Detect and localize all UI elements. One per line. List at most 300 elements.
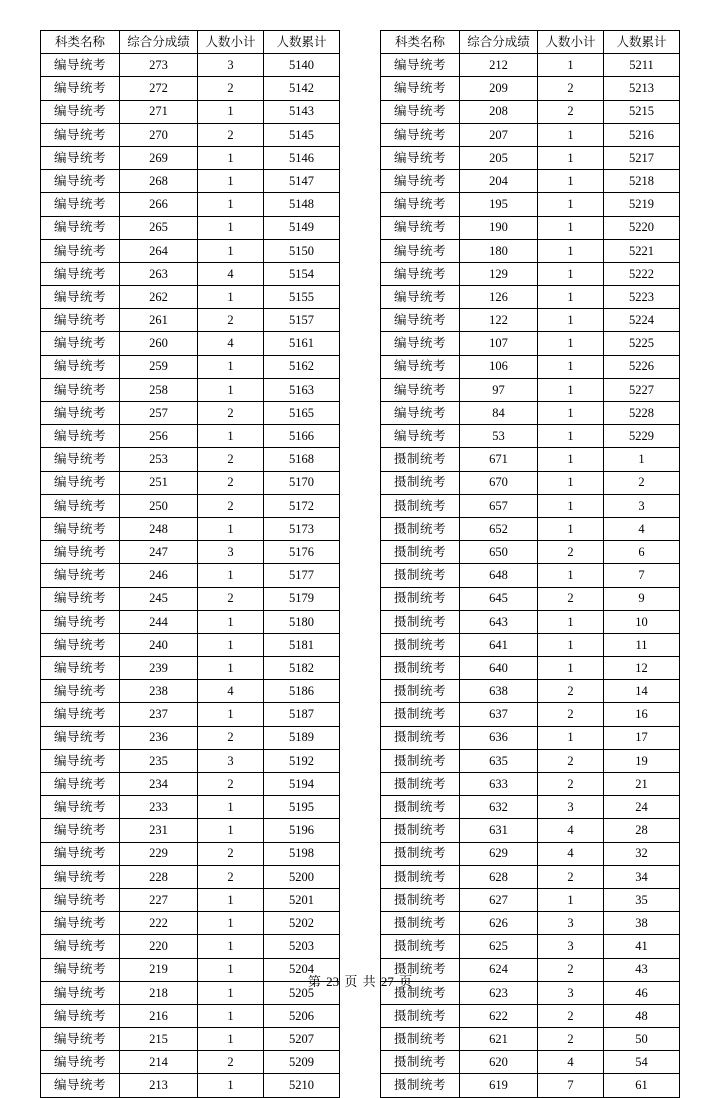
cell-count: 1 xyxy=(198,935,264,958)
cell-cumulative: 5222 xyxy=(604,262,680,285)
cell-count: 1 xyxy=(538,378,604,401)
table-row xyxy=(41,726,340,749)
cell-cumulative: 5166 xyxy=(264,425,340,448)
cell-score: 640 xyxy=(460,657,538,680)
cell-subject: 编导统考 xyxy=(381,123,460,146)
cell-count: 2 xyxy=(198,448,264,471)
table-row xyxy=(381,193,680,216)
table-row xyxy=(381,239,680,262)
cell-cumulative: 24 xyxy=(604,796,680,819)
cell-subject: 摄制统考 xyxy=(381,935,460,958)
cell-count: 2 xyxy=(198,309,264,332)
cell-count: 1 xyxy=(538,146,604,169)
column-header-score: 综合分成绩 xyxy=(120,31,198,54)
table-row xyxy=(41,842,340,865)
cell-score: 638 xyxy=(460,680,538,703)
cell-cumulative: 5226 xyxy=(604,355,680,378)
cell-cumulative: 5205 xyxy=(264,981,340,1004)
cell-subject: 摄制统考 xyxy=(381,471,460,494)
cell-score: 207 xyxy=(460,123,538,146)
cell-count: 1 xyxy=(198,610,264,633)
cell-cumulative: 3 xyxy=(604,494,680,517)
cell-score: 631 xyxy=(460,819,538,842)
cell-cumulative: 5157 xyxy=(264,309,340,332)
cell-cumulative: 5211 xyxy=(604,54,680,77)
cell-subject: 摄制统考 xyxy=(381,958,460,981)
cell-cumulative: 6 xyxy=(604,541,680,564)
table-row xyxy=(381,888,680,911)
cell-count: 1 xyxy=(538,262,604,285)
cell-subject: 编导统考 xyxy=(41,355,120,378)
cell-cumulative: 5187 xyxy=(264,703,340,726)
cell-cumulative: 5192 xyxy=(264,749,340,772)
cell-count: 2 xyxy=(198,842,264,865)
cell-subject: 摄制统考 xyxy=(381,773,460,796)
cell-score: 643 xyxy=(460,610,538,633)
cell-count: 3 xyxy=(198,541,264,564)
cell-cumulative: 5203 xyxy=(264,935,340,958)
cell-score: 215 xyxy=(120,1028,198,1051)
cell-count: 1 xyxy=(198,564,264,587)
table-header-row xyxy=(381,31,680,54)
cell-score: 219 xyxy=(120,958,198,981)
cell-score: 636 xyxy=(460,726,538,749)
cell-score: 220 xyxy=(120,935,198,958)
table-row xyxy=(381,773,680,796)
cell-count: 2 xyxy=(198,471,264,494)
table-row xyxy=(41,587,340,610)
column-header-score: 综合分成绩 xyxy=(460,31,538,54)
cell-subject: 摄制统考 xyxy=(381,587,460,610)
cell-score: 626 xyxy=(460,912,538,935)
cell-cumulative: 5186 xyxy=(264,680,340,703)
cell-score: 218 xyxy=(120,981,198,1004)
cell-cumulative: 7 xyxy=(604,564,680,587)
cell-cumulative: 5215 xyxy=(604,100,680,123)
cell-count: 2 xyxy=(198,773,264,796)
cell-score: 266 xyxy=(120,193,198,216)
cell-score: 625 xyxy=(460,935,538,958)
cell-count: 2 xyxy=(198,726,264,749)
cell-score: 272 xyxy=(120,77,198,100)
cell-subject: 编导统考 xyxy=(381,193,460,216)
column-header-subject: 科类名称 xyxy=(381,31,460,54)
table-row xyxy=(41,425,340,448)
footer-prefix: 第 xyxy=(307,974,321,989)
cell-subject: 编导统考 xyxy=(41,657,120,680)
cell-score: 240 xyxy=(120,633,198,656)
table-row xyxy=(41,123,340,146)
cell-count: 1 xyxy=(198,796,264,819)
table-row xyxy=(381,471,680,494)
cell-count: 1 xyxy=(538,170,604,193)
cell-cumulative: 5176 xyxy=(264,541,340,564)
cell-subject: 摄制统考 xyxy=(381,1004,460,1027)
cell-subject: 摄制统考 xyxy=(381,888,460,911)
table-row xyxy=(41,77,340,100)
cell-subject: 编导统考 xyxy=(381,262,460,285)
cell-score: 245 xyxy=(120,587,198,610)
cell-subject: 编导统考 xyxy=(41,610,120,633)
cell-count: 2 xyxy=(198,865,264,888)
cell-count: 3 xyxy=(198,749,264,772)
cell-score: 624 xyxy=(460,958,538,981)
footer-total-pages: 27 xyxy=(380,974,394,989)
cell-subject: 摄制统考 xyxy=(381,494,460,517)
table-row xyxy=(41,773,340,796)
cell-cumulative: 5150 xyxy=(264,239,340,262)
table-row xyxy=(41,517,340,540)
cell-score: 235 xyxy=(120,749,198,772)
cell-score: 222 xyxy=(120,912,198,935)
cell-subject: 摄制统考 xyxy=(381,1074,460,1097)
cell-cumulative: 5221 xyxy=(604,239,680,262)
cell-cumulative: 5189 xyxy=(264,726,340,749)
table-row xyxy=(41,912,340,935)
footer-page-number: 23 xyxy=(326,974,340,989)
cell-cumulative: 5168 xyxy=(264,448,340,471)
table-row xyxy=(41,819,340,842)
cell-subject: 编导统考 xyxy=(41,309,120,332)
cell-cumulative: 5195 xyxy=(264,796,340,819)
cell-count: 1 xyxy=(538,471,604,494)
table-row xyxy=(381,1028,680,1051)
table-row xyxy=(381,170,680,193)
cell-count: 1 xyxy=(198,703,264,726)
cell-subject: 摄制统考 xyxy=(381,912,460,935)
table-row xyxy=(41,494,340,517)
cell-count: 1 xyxy=(538,633,604,656)
cell-subject: 摄制统考 xyxy=(381,541,460,564)
cell-cumulative: 11 xyxy=(604,633,680,656)
cell-count: 1 xyxy=(538,564,604,587)
cell-subject: 编导统考 xyxy=(41,1004,120,1027)
cell-cumulative: 5143 xyxy=(264,100,340,123)
cell-score: 633 xyxy=(460,773,538,796)
cell-score: 258 xyxy=(120,378,198,401)
table-row xyxy=(41,471,340,494)
cell-cumulative: 5213 xyxy=(604,77,680,100)
cell-score: 239 xyxy=(120,657,198,680)
cell-score: 268 xyxy=(120,170,198,193)
cell-subject: 编导统考 xyxy=(41,77,120,100)
cell-cumulative: 1 xyxy=(604,448,680,471)
table-row xyxy=(381,703,680,726)
cell-score: 260 xyxy=(120,332,198,355)
cell-cumulative: 5147 xyxy=(264,170,340,193)
column-header-cumulative: 人数累计 xyxy=(604,31,680,54)
cell-count: 2 xyxy=(538,541,604,564)
cell-cumulative: 5155 xyxy=(264,286,340,309)
table-row xyxy=(381,309,680,332)
cell-cumulative: 5145 xyxy=(264,123,340,146)
cell-score: 205 xyxy=(460,146,538,169)
cell-score: 271 xyxy=(120,100,198,123)
cell-score: 233 xyxy=(120,796,198,819)
page-footer xyxy=(0,971,720,990)
cell-score: 650 xyxy=(460,541,538,564)
cell-subject: 编导统考 xyxy=(381,355,460,378)
table-row xyxy=(41,402,340,425)
cell-cumulative: 5206 xyxy=(264,1004,340,1027)
cell-score: 212 xyxy=(460,54,538,77)
cell-subject: 编导统考 xyxy=(41,494,120,517)
table-row xyxy=(41,286,340,309)
cell-count: 2 xyxy=(538,1028,604,1051)
table-row xyxy=(41,378,340,401)
cell-cumulative: 5165 xyxy=(264,402,340,425)
table-row xyxy=(381,332,680,355)
cell-cumulative: 5210 xyxy=(264,1074,340,1097)
cell-score: 627 xyxy=(460,888,538,911)
cell-count: 2 xyxy=(198,77,264,100)
cell-subject: 编导统考 xyxy=(41,239,120,262)
cell-cumulative: 5194 xyxy=(264,773,340,796)
footer-of: 共 xyxy=(362,974,376,989)
cell-score: 648 xyxy=(460,564,538,587)
table-row xyxy=(381,1004,680,1027)
table-row xyxy=(381,77,680,100)
table-row xyxy=(381,842,680,865)
cell-subject: 编导统考 xyxy=(381,402,460,425)
cell-count: 4 xyxy=(198,332,264,355)
table-row xyxy=(41,100,340,123)
table-row xyxy=(41,749,340,772)
cell-cumulative: 50 xyxy=(604,1028,680,1051)
cell-count: 1 xyxy=(198,888,264,911)
cell-cumulative: 21 xyxy=(604,773,680,796)
cell-score: 107 xyxy=(460,332,538,355)
footer-total-unit: 页 xyxy=(399,974,413,989)
cell-subject: 编导统考 xyxy=(41,749,120,772)
cell-score: 620 xyxy=(460,1051,538,1074)
cell-count: 1 xyxy=(538,216,604,239)
table-row xyxy=(381,517,680,540)
cell-count: 2 xyxy=(538,100,604,123)
cell-subject: 编导统考 xyxy=(41,541,120,564)
table-row xyxy=(41,657,340,680)
footer-page-unit: 页 xyxy=(344,974,358,989)
cell-subject: 编导统考 xyxy=(41,680,120,703)
cell-subject: 编导统考 xyxy=(41,865,120,888)
cell-subject: 编导统考 xyxy=(41,402,120,425)
cell-score: 251 xyxy=(120,471,198,494)
table-row xyxy=(41,888,340,911)
cell-score: 622 xyxy=(460,1004,538,1027)
cell-count: 3 xyxy=(538,981,604,1004)
table-row xyxy=(381,216,680,239)
cell-score: 231 xyxy=(120,819,198,842)
cell-subject: 编导统考 xyxy=(41,170,120,193)
table-row xyxy=(41,193,340,216)
table-row xyxy=(41,865,340,888)
cell-count: 2 xyxy=(538,680,604,703)
table-row xyxy=(381,726,680,749)
table-row xyxy=(381,262,680,285)
table-row xyxy=(381,912,680,935)
cell-cumulative: 4 xyxy=(604,517,680,540)
column-header-subject: 科类名称 xyxy=(41,31,120,54)
cell-count: 1 xyxy=(198,355,264,378)
cell-score: 97 xyxy=(460,378,538,401)
cell-count: 1 xyxy=(538,448,604,471)
cell-score: 237 xyxy=(120,703,198,726)
cell-score: 129 xyxy=(460,262,538,285)
cell-score: 632 xyxy=(460,796,538,819)
cell-cumulative: 5229 xyxy=(604,425,680,448)
cell-count: 1 xyxy=(198,425,264,448)
cell-cumulative: 41 xyxy=(604,935,680,958)
table-row xyxy=(41,1051,340,1074)
cell-cumulative: 5182 xyxy=(264,657,340,680)
cell-subject: 摄制统考 xyxy=(381,865,460,888)
cell-subject: 编导统考 xyxy=(41,703,120,726)
table-row xyxy=(41,633,340,656)
cell-score: 238 xyxy=(120,680,198,703)
cell-cumulative: 12 xyxy=(604,657,680,680)
cell-subject: 编导统考 xyxy=(381,54,460,77)
cell-cumulative: 32 xyxy=(604,842,680,865)
cell-count: 1 xyxy=(198,193,264,216)
table-row xyxy=(381,425,680,448)
cell-cumulative: 5207 xyxy=(264,1028,340,1051)
cell-score: 619 xyxy=(460,1074,538,1097)
cell-subject: 编导统考 xyxy=(41,286,120,309)
cell-count: 1 xyxy=(198,657,264,680)
cell-subject: 编导统考 xyxy=(41,1028,120,1051)
cell-count: 1 xyxy=(538,123,604,146)
cell-count: 1 xyxy=(538,726,604,749)
cell-cumulative: 35 xyxy=(604,888,680,911)
cell-count: 1 xyxy=(538,239,604,262)
cell-count: 4 xyxy=(198,262,264,285)
cell-score: 106 xyxy=(460,355,538,378)
cell-subject: 摄制统考 xyxy=(381,703,460,726)
cell-subject: 摄制统考 xyxy=(381,1051,460,1074)
cell-count: 1 xyxy=(538,402,604,425)
cell-subject: 摄制统考 xyxy=(381,981,460,1004)
cell-score: 623 xyxy=(460,981,538,1004)
cell-count: 1 xyxy=(198,517,264,540)
cell-subject: 编导统考 xyxy=(41,378,120,401)
table-row xyxy=(41,1074,340,1097)
cell-count: 7 xyxy=(538,1074,604,1097)
table-row xyxy=(41,1028,340,1051)
cell-score: 216 xyxy=(120,1004,198,1027)
cell-count: 1 xyxy=(198,146,264,169)
cell-count: 1 xyxy=(198,1074,264,1097)
cell-subject: 编导统考 xyxy=(381,286,460,309)
cell-score: 264 xyxy=(120,239,198,262)
cell-subject: 编导统考 xyxy=(41,935,120,958)
table-row xyxy=(41,309,340,332)
cell-count: 2 xyxy=(538,958,604,981)
cell-subject: 编导统考 xyxy=(381,216,460,239)
cell-score: 246 xyxy=(120,564,198,587)
cell-score: 248 xyxy=(120,517,198,540)
cell-subject: 编导统考 xyxy=(41,448,120,471)
cell-cumulative: 5181 xyxy=(264,633,340,656)
cell-subject: 编导统考 xyxy=(41,1051,120,1074)
cell-subject: 编导统考 xyxy=(41,332,120,355)
cell-score: 190 xyxy=(460,216,538,239)
cell-subject: 编导统考 xyxy=(41,633,120,656)
cell-score: 657 xyxy=(460,494,538,517)
table-row xyxy=(381,610,680,633)
cell-score: 250 xyxy=(120,494,198,517)
cell-count: 2 xyxy=(538,749,604,772)
cell-subject: 编导统考 xyxy=(41,517,120,540)
cell-cumulative: 5140 xyxy=(264,54,340,77)
cell-score: 261 xyxy=(120,309,198,332)
table-row xyxy=(41,146,340,169)
cell-count: 2 xyxy=(538,77,604,100)
cell-subject: 编导统考 xyxy=(381,309,460,332)
cell-subject: 编导统考 xyxy=(41,146,120,169)
cell-score: 204 xyxy=(460,170,538,193)
cell-cumulative: 5180 xyxy=(264,610,340,633)
cell-subject: 编导统考 xyxy=(41,796,120,819)
cell-subject: 编导统考 xyxy=(41,123,120,146)
cell-cumulative: 5202 xyxy=(264,912,340,935)
table-row xyxy=(381,796,680,819)
cell-count: 2 xyxy=(198,123,264,146)
cell-subject: 摄制统考 xyxy=(381,1028,460,1051)
cell-count: 3 xyxy=(198,54,264,77)
table-row xyxy=(381,378,680,401)
cell-count: 1 xyxy=(198,100,264,123)
cell-count: 1 xyxy=(538,286,604,309)
cell-count: 1 xyxy=(198,958,264,981)
cell-score: 262 xyxy=(120,286,198,309)
cell-count: 1 xyxy=(198,216,264,239)
cell-cumulative: 43 xyxy=(604,958,680,981)
cell-cumulative: 2 xyxy=(604,471,680,494)
table-row xyxy=(381,1051,680,1074)
cell-count: 4 xyxy=(198,680,264,703)
cell-cumulative: 28 xyxy=(604,819,680,842)
score-table-left xyxy=(40,30,340,1098)
cell-cumulative: 48 xyxy=(604,1004,680,1027)
cell-cumulative: 5177 xyxy=(264,564,340,587)
cell-subject: 摄制统考 xyxy=(381,517,460,540)
cell-cumulative: 5220 xyxy=(604,216,680,239)
table-row xyxy=(41,564,340,587)
cell-cumulative: 5148 xyxy=(264,193,340,216)
cell-score: 629 xyxy=(460,842,538,865)
cell-subject: 编导统考 xyxy=(41,425,120,448)
cell-score: 637 xyxy=(460,703,538,726)
table-body-left xyxy=(41,54,340,1097)
cell-score: 670 xyxy=(460,471,538,494)
table-row xyxy=(381,657,680,680)
table-row xyxy=(381,541,680,564)
cell-subject: 编导统考 xyxy=(41,842,120,865)
cell-cumulative: 34 xyxy=(604,865,680,888)
cell-score: 213 xyxy=(120,1074,198,1097)
cell-score: 259 xyxy=(120,355,198,378)
table-row xyxy=(41,355,340,378)
cell-score: 234 xyxy=(120,773,198,796)
table-row xyxy=(381,587,680,610)
cell-subject: 摄制统考 xyxy=(381,610,460,633)
cell-cumulative: 61 xyxy=(604,1074,680,1097)
cell-subject: 编导统考 xyxy=(41,587,120,610)
table-row xyxy=(41,332,340,355)
cell-subject: 编导统考 xyxy=(41,216,120,239)
cell-score: 257 xyxy=(120,402,198,425)
cell-score: 265 xyxy=(120,216,198,239)
